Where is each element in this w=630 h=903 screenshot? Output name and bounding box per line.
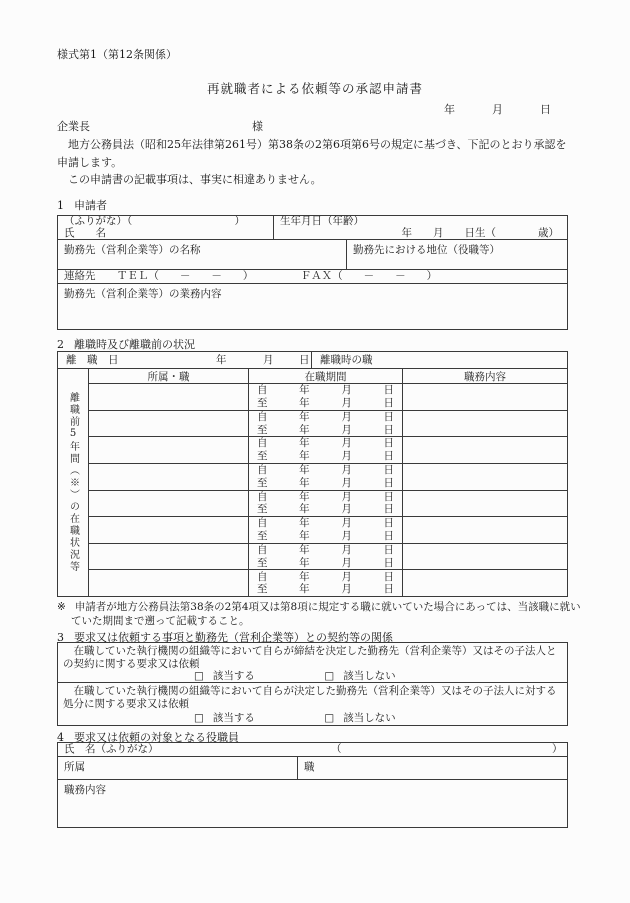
history-column-headers <box>89 369 567 384</box>
period-day-label: 日 <box>383 503 394 516</box>
checkbox-not-applicable-2[interactable] <box>324 712 395 724</box>
period-cell <box>249 437 403 463</box>
applicant-table <box>57 215 568 330</box>
period-from-line <box>249 544 402 557</box>
period-from-char: 自 <box>257 464 268 477</box>
date-day-label: 日 <box>540 103 551 116</box>
section2-title: 離職時及び離職前の状況 <box>74 338 195 351</box>
target-officer-table <box>57 742 568 828</box>
period-year-label: 年 <box>299 396 310 409</box>
period-month-label: 月 <box>341 556 352 569</box>
checkbox-applicable-1-label: 該当する <box>212 670 255 682</box>
note-text: 申請者が地方公務員法第38条の2第4項又は第8項に規定する職に就いていた場合にあっては、当該職に就いていた期間まで遡って記載すること。 <box>71 601 581 627</box>
period-cell <box>249 517 403 543</box>
period-month-label: 月 <box>341 464 352 477</box>
period-day-label: 日 <box>383 490 394 503</box>
period-from-char: 自 <box>257 384 268 397</box>
period-day-label: 日 <box>383 583 394 596</box>
period-from-char: 自 <box>257 543 268 556</box>
applicant-name-row <box>58 216 567 239</box>
affiliation-cell <box>89 411 249 437</box>
relation-table <box>57 642 568 726</box>
period-to-char: 至 <box>257 583 268 596</box>
side-label-cell <box>58 369 89 596</box>
note <box>57 600 587 628</box>
period-day-label: 日 <box>383 437 394 450</box>
period-from-line <box>249 411 402 424</box>
period-day-label: 日 <box>383 530 394 543</box>
period-month-label: 月 <box>341 570 352 583</box>
relation-item-2-options <box>58 710 567 725</box>
period-year-label: 年 <box>299 437 310 450</box>
period-cell <box>249 464 403 490</box>
duties-cell <box>403 437 567 463</box>
period-day-label: 日 <box>383 384 394 397</box>
period-from-line <box>249 464 402 477</box>
resignation-day-label: 日 <box>299 354 310 366</box>
period-day-label: 日 <box>383 450 394 463</box>
period-from-line <box>249 384 402 397</box>
resignation-year-label: 年 <box>216 354 227 366</box>
period-month-label: 月 <box>341 517 352 530</box>
employment-row-group <box>89 464 567 491</box>
period-to-char: 至 <box>257 556 268 569</box>
affiliation-cell <box>89 437 249 463</box>
period-year-label: 年 <box>299 583 310 596</box>
period-from-char: 自 <box>257 410 268 423</box>
officer-name-label: 氏 名（ふりがな） <box>64 743 159 755</box>
officer-post-label: 職 <box>304 761 315 773</box>
name-label: 氏 名 <box>64 226 106 239</box>
job-at-resignation-label: 離職時の職 <box>311 352 567 368</box>
intro-block <box>57 136 571 189</box>
relation-item-1-text: 在職していた執行機関の組織等において自らが締結を決定した勤務先（営利企業等）又はその子法人との契約に関する要求又は依頼 <box>63 645 557 670</box>
officer-affiliation-label: 所属 <box>58 757 298 779</box>
duties-cell <box>403 517 567 543</box>
position-label: 勤務先における地位（役職等） <box>353 244 500 256</box>
checkbox-applicable-2-label: 該当する <box>212 712 255 724</box>
addressee: 企業長 <box>57 120 90 133</box>
employment-row-group <box>89 491 567 518</box>
duties-cell <box>403 464 567 490</box>
business-row <box>58 283 567 329</box>
period-day-label: 日 <box>383 476 394 489</box>
officer-duties-row <box>58 779 567 827</box>
officer-name-row <box>58 743 567 756</box>
employment-row-group <box>89 544 567 571</box>
checkbox-not-applicable-1-label: 該当しない <box>343 670 396 682</box>
fax-label: ＦＡＸ（ － － ） <box>300 270 438 282</box>
period-month-label: 月 <box>341 437 352 450</box>
page-title: 再就職者による依頼等の承認申請書 <box>206 81 423 96</box>
resignation-date-label: 離 職 日 <box>66 354 119 366</box>
period-to-line <box>249 503 402 516</box>
date-month-label: 月 <box>492 103 503 116</box>
relation-item-1 <box>58 643 567 683</box>
history-body <box>58 369 567 596</box>
employment-row-group <box>89 517 567 544</box>
checkbox-applicable-2[interactable] <box>194 712 255 724</box>
period-from-line <box>249 571 402 584</box>
period-year-label: 年 <box>299 530 310 543</box>
employment-row-group <box>89 437 567 464</box>
period-from-char: 自 <box>257 570 268 583</box>
contact-cell <box>58 270 567 283</box>
period-cell <box>249 491 403 517</box>
period-day-label: 日 <box>383 543 394 556</box>
furigana-close-paren: ） <box>234 216 245 227</box>
period-cell <box>249 544 403 570</box>
period-to-char: 至 <box>257 450 268 463</box>
employment-history-table <box>57 351 568 597</box>
period-month-label: 月 <box>341 490 352 503</box>
period-year-label: 年 <box>299 410 310 423</box>
checkbox-applicable-1[interactable] <box>194 670 255 682</box>
period-from-line <box>249 517 402 530</box>
period-day-label: 日 <box>383 464 394 477</box>
period-to-line <box>249 397 402 410</box>
period-day-label: 日 <box>383 570 394 583</box>
period-month-label: 月 <box>341 543 352 556</box>
intro-paragraph-2: この申請書の記載事項は、事実に相違ありません。 <box>68 173 322 186</box>
birthdate-label: 生年月日（年齢） <box>280 216 364 227</box>
period-to-char: 至 <box>257 503 268 516</box>
period-year-label: 年 <box>299 543 310 556</box>
checkbox-not-applicable-1[interactable] <box>324 670 395 682</box>
officer-duties-label: 職務内容 <box>64 784 106 796</box>
period-year-label: 年 <box>299 450 310 463</box>
section3-title: 要求又は依頼する事項と勤務先（営利企業等）との契約等の関係 <box>74 631 393 644</box>
checkbox-icon: □ <box>194 712 204 724</box>
honorific: 様 <box>252 120 263 133</box>
period-year-label: 年 <box>299 503 310 516</box>
history-rows <box>89 384 567 596</box>
period-to-line <box>249 450 402 463</box>
duties-cell <box>403 570 567 596</box>
duties-cell <box>403 384 567 410</box>
period-month-label: 月 <box>341 476 352 489</box>
checkbox-not-applicable-2-label: 該当しない <box>343 712 396 724</box>
period-month-label: 月 <box>341 410 352 423</box>
period-month-label: 月 <box>341 450 352 463</box>
employer-row <box>58 239 567 269</box>
period-month-label: 月 <box>341 530 352 543</box>
affiliation-cell <box>89 464 249 490</box>
affiliation-cell <box>89 384 249 410</box>
period-to-line <box>249 424 402 437</box>
column-header-affiliation: 所属・職 <box>89 369 249 383</box>
duties-cell <box>403 491 567 517</box>
checkbox-icon: □ <box>194 670 204 682</box>
furigana-label: （ふりがな）（ <box>64 216 133 227</box>
period-to-char: 至 <box>257 530 268 543</box>
section2-heading <box>57 336 195 352</box>
officer-affiliation-row <box>58 756 567 779</box>
section1-title: 申請者 <box>74 199 107 212</box>
period-month-label: 月 <box>341 423 352 436</box>
period-month-label: 月 <box>341 396 352 409</box>
form-number: 様式第1（第12条関係） <box>57 48 177 61</box>
officer-furigana-close-paren: ） <box>552 743 563 755</box>
period-cell <box>249 570 403 596</box>
name-cell <box>58 216 274 239</box>
period-from-char: 自 <box>257 517 268 530</box>
section4-title: 要求又は依頼の対象となる役職員 <box>74 731 239 744</box>
period-from-char: 自 <box>257 490 268 503</box>
period-to-char: 至 <box>257 423 268 436</box>
contact-label: 連絡先 <box>64 270 96 282</box>
period-month-label: 月 <box>341 384 352 397</box>
resignation-date-cell <box>58 352 311 368</box>
period-year-label: 年 <box>299 570 310 583</box>
affiliation-cell <box>89 491 249 517</box>
affiliation-cell <box>89 517 249 543</box>
period-to-line <box>249 530 402 543</box>
addressee-line <box>57 118 570 134</box>
tel-label: ＴＥＬ（ － － ） <box>116 270 254 282</box>
period-year-label: 年 <box>299 476 310 489</box>
checkbox-icon: □ <box>324 712 335 724</box>
period-month-label: 月 <box>341 503 352 516</box>
resignation-date-row <box>58 352 567 369</box>
period-day-label: 日 <box>383 410 394 423</box>
affiliation-cell <box>89 544 249 570</box>
section3-number: 3 <box>57 631 64 644</box>
side-label: 離職前5年間（※）の在職状況等 <box>67 392 79 573</box>
period-year-label: 年 <box>299 490 310 503</box>
period-year-label: 年 <box>299 423 310 436</box>
period-from-line <box>249 437 402 450</box>
period-day-label: 日 <box>383 396 394 409</box>
period-cell <box>249 384 403 410</box>
relation-item-2-text: 在職していた執行機関の組織等において自らが決定した勤務先（営利企業等）又はその子法人に対する処分に関する要求又は依頼 <box>63 685 557 710</box>
period-day-label: 日 <box>383 556 394 569</box>
intro-paragraph-1: 地方公務員法（昭和25年法律第261号）第38条の2第6項第6号の規定に基づき、下記のとおり承認を申請します。 <box>57 138 567 169</box>
contact-row <box>58 269 567 283</box>
birthdate-units-line: 年 月 日生（ 歳） <box>401 226 559 239</box>
relation-item-1-options <box>58 670 567 683</box>
note-marker: ※ <box>57 601 66 613</box>
section1-number: 1 <box>57 199 64 212</box>
employer-name-label: 勤務先（営利企業等）の名称 <box>58 240 347 269</box>
period-from-char: 自 <box>257 437 268 450</box>
section2-number: 2 <box>57 338 64 351</box>
history-main <box>89 369 567 596</box>
resignation-month-label: 月 <box>263 354 274 366</box>
officer-furigana-open-paren: （ <box>331 743 342 755</box>
period-to-line <box>249 477 402 490</box>
affiliation-cell <box>89 570 249 596</box>
business-label: 勤務先（営利企業等）の業務内容 <box>64 288 222 300</box>
period-to-char: 至 <box>257 476 268 489</box>
period-year-label: 年 <box>299 464 310 477</box>
employment-row-group <box>89 384 567 411</box>
relation-item-2 <box>58 683 567 725</box>
employment-row-group <box>89 411 567 438</box>
duties-cell <box>403 544 567 570</box>
period-year-label: 年 <box>299 384 310 397</box>
column-header-period: 在職期間 <box>249 369 403 383</box>
period-to-line <box>249 583 402 596</box>
birthdate-cell <box>274 216 567 239</box>
period-to-char: 至 <box>257 396 268 409</box>
period-to-line <box>249 557 402 570</box>
period-from-line <box>249 491 402 504</box>
period-month-label: 月 <box>341 583 352 596</box>
period-day-label: 日 <box>383 423 394 436</box>
section1-heading <box>57 197 107 213</box>
furigana-line <box>58 216 273 228</box>
period-day-label: 日 <box>383 517 394 530</box>
period-cell <box>249 411 403 437</box>
column-header-duties: 職務内容 <box>464 370 506 383</box>
period-year-label: 年 <box>299 517 310 530</box>
employment-row-group <box>89 570 567 596</box>
duties-cell <box>403 411 567 437</box>
checkbox-icon: □ <box>324 670 335 682</box>
date-year-label: 年 <box>444 103 455 116</box>
period-year-label: 年 <box>299 556 310 569</box>
section4-number: 4 <box>57 731 64 744</box>
